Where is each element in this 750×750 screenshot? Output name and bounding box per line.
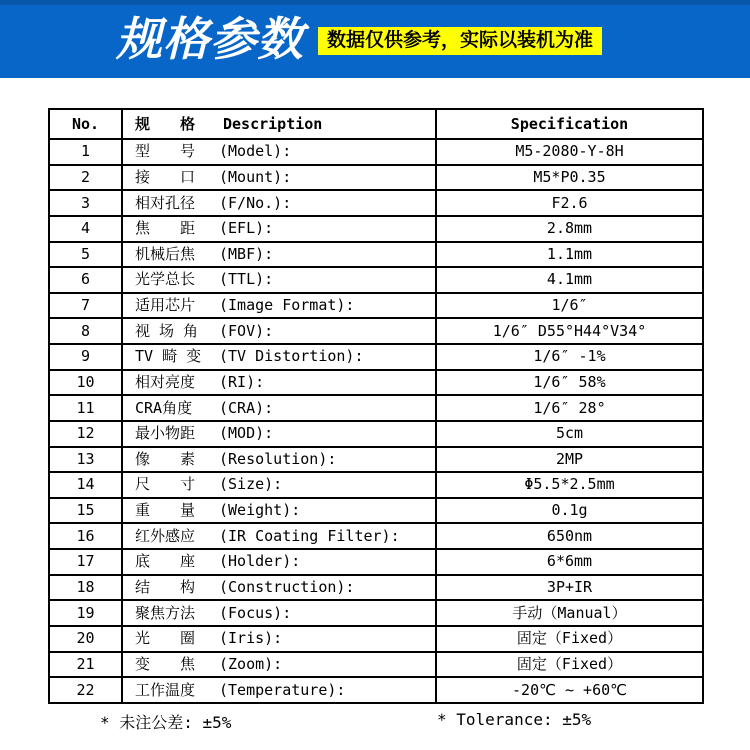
table-row [49, 447, 703, 473]
spec-label-cn: TV 畸 变 [135, 347, 202, 366]
spec-value: M5-2080-Y-8H [436, 139, 703, 165]
spec-label-cn: 机械后焦 [135, 244, 196, 263]
spec-table [48, 108, 704, 704]
spec-value: 固定（Fixed） [436, 652, 703, 678]
spec-value: 4.1mm [436, 267, 703, 293]
spec-label-cell [122, 523, 436, 549]
row-number: 16 [49, 523, 122, 549]
spec-value: M5*P0.35 [436, 165, 703, 191]
spec-label-cell [122, 575, 436, 601]
spec-label-en: (Iris): [219, 629, 283, 648]
spec-label-cn: 焦 距 [135, 219, 196, 238]
spec-label-cell [122, 165, 436, 191]
table-row [49, 549, 703, 575]
spec-label-cell [122, 652, 436, 678]
row-number: 5 [49, 242, 122, 268]
spec-value: 1.1mm [436, 242, 703, 268]
spec-value: 1/6″ -1% [436, 344, 703, 370]
spec-label-cn: 像 素 [135, 449, 196, 468]
spec-label-en: (TV Distortion): [219, 347, 364, 366]
spec-label-cell [122, 395, 436, 421]
table-row [49, 421, 703, 447]
table-row [49, 677, 703, 703]
spec-label-cell [122, 498, 436, 524]
spec-label-cn: 重 量 [135, 501, 196, 520]
table-row [49, 626, 703, 652]
spec-value: 1/6″ [436, 293, 703, 319]
tolerance-note-en: * Tolerance: ±5% [437, 710, 592, 729]
row-number: 11 [49, 395, 122, 421]
spec-label-cell [122, 626, 436, 652]
spec-value: -20℃ ~ +60℃ [436, 677, 703, 703]
table-row [49, 600, 703, 626]
spec-label-cn: 变 焦 [135, 654, 196, 673]
column-header-specification: Specification [436, 109, 703, 139]
spec-value: 2.8mm [436, 216, 703, 242]
spec-label-cell [122, 447, 436, 473]
spec-label-en: (IR Coating Filter): [219, 526, 400, 545]
table-row [49, 652, 703, 678]
row-number: 17 [49, 549, 122, 575]
spec-label-en: (Temperature): [219, 680, 346, 699]
table-row [49, 472, 703, 498]
spec-label-cn: CRA角度 [135, 398, 193, 417]
spec-label-cell [122, 190, 436, 216]
column-header-description [122, 109, 436, 139]
spec-label-en: (EFL): [219, 219, 274, 238]
spec-label-cn: 光学总长 [135, 270, 196, 289]
spec-label-cn: 最小物距 [135, 424, 196, 443]
header-banner [0, 0, 750, 78]
table-row [49, 395, 703, 421]
spec-label-cell [122, 293, 436, 319]
spec-label-cn: 适用芯片 [135, 296, 196, 315]
table-row [49, 165, 703, 191]
row-number: 13 [49, 447, 122, 473]
spec-label-en: (F/No.): [219, 193, 292, 212]
spec-label-cell [122, 421, 436, 447]
row-number: 1 [49, 139, 122, 165]
spec-label-cell [122, 267, 436, 293]
spec-label-cn: 型 号 [135, 142, 196, 161]
spec-value: F2.6 [436, 190, 703, 216]
table-row [49, 242, 703, 268]
table-row [49, 370, 703, 396]
spec-label-en: (Zoom): [219, 654, 283, 673]
row-number: 2 [49, 165, 122, 191]
spec-value: 0.1g [436, 498, 703, 524]
row-number: 3 [49, 190, 122, 216]
row-number: 9 [49, 344, 122, 370]
page-title: 规格参数 [116, 12, 304, 66]
column-header-description-en: Description [223, 114, 323, 133]
table-row [49, 139, 703, 165]
spec-value: Φ5.5*2.5mm [436, 472, 703, 498]
row-number: 21 [49, 652, 122, 678]
disclaimer-badge: 数据仅供参考，实际以装机为准 [318, 27, 602, 55]
row-number: 7 [49, 293, 122, 319]
row-number: 6 [49, 267, 122, 293]
spec-label-en: (Size): [219, 475, 283, 494]
spec-value: 6*6mm [436, 549, 703, 575]
row-number: 4 [49, 216, 122, 242]
spec-value: 1/6″ 28° [436, 395, 703, 421]
spec-label-cell [122, 242, 436, 268]
tolerance-note-cn: * 未注公差: ±5% [100, 713, 232, 732]
spec-label-cn: 相对亮度 [135, 372, 196, 391]
column-header-no: No. [49, 109, 122, 139]
spec-label-cell [122, 370, 436, 396]
spec-label-en: (Resolution): [219, 449, 337, 468]
spec-value: 650nm [436, 523, 703, 549]
row-number: 14 [49, 472, 122, 498]
spec-label-en: (Mount): [219, 167, 292, 186]
spec-value: 3P+IR [436, 575, 703, 601]
row-number: 12 [49, 421, 122, 447]
spec-label-cell [122, 318, 436, 344]
row-number: 15 [49, 498, 122, 524]
spec-label-cn: 视 场 角 [135, 321, 199, 340]
spec-label-cell [122, 549, 436, 575]
spec-label-cell [122, 600, 436, 626]
row-number: 18 [49, 575, 122, 601]
spec-label-cell [122, 677, 436, 703]
spec-label-cn: 接 口 [135, 167, 196, 186]
row-number: 10 [49, 370, 122, 396]
spec-label-en: (Image Format): [219, 296, 355, 315]
spec-label-en: (FOV): [219, 321, 274, 340]
spec-label-en: (Construction): [219, 577, 355, 596]
spec-value: 1/6″ 58% [436, 370, 703, 396]
table-row [49, 318, 703, 344]
spec-label-cell [122, 472, 436, 498]
spec-label-cell [122, 139, 436, 165]
table-row [49, 190, 703, 216]
spec-label-cn: 聚焦方法 [135, 603, 196, 622]
table-header-row [49, 109, 703, 139]
spec-label-cell [122, 216, 436, 242]
table-row [49, 293, 703, 319]
spec-label-cn: 相对孔径 [135, 193, 196, 212]
table-row [49, 267, 703, 293]
spec-label-en: (RI): [219, 372, 265, 391]
spec-label-en: (Model): [219, 142, 292, 161]
spec-value: 5cm [436, 421, 703, 447]
spec-label-en: (MOD): [219, 424, 274, 443]
spec-label-cn: 红外感应 [135, 526, 196, 545]
spec-value: 2MP [436, 447, 703, 473]
row-number: 8 [49, 318, 122, 344]
spec-label-cn: 结 构 [135, 577, 196, 596]
spec-label-cn: 工作温度 [135, 680, 196, 699]
spec-label-en: (Holder): [219, 552, 301, 571]
spec-label-en: (Focus): [219, 603, 292, 622]
table-row [49, 575, 703, 601]
row-number: 20 [49, 626, 122, 652]
table-row [49, 523, 703, 549]
row-number: 22 [49, 677, 122, 703]
table-row [49, 344, 703, 370]
spec-label-cn: 尺 寸 [135, 475, 196, 494]
spec-value: 1/6″ D55°H44°V34° [436, 318, 703, 344]
spec-label-cn: 底 座 [135, 552, 196, 571]
spec-label-en: (Weight): [219, 501, 301, 520]
footnotes [0, 708, 750, 734]
spec-value: 手动（Manual） [436, 600, 703, 626]
spec-label-cn: 光 圈 [135, 629, 196, 648]
table-row [49, 498, 703, 524]
spec-label-en: (MBF): [219, 244, 274, 263]
spec-label-cell [122, 344, 436, 370]
spec-value: 固定（Fixed） [436, 626, 703, 652]
column-header-description-cn: 规 格 [135, 114, 196, 133]
table-row [49, 216, 703, 242]
spec-label-en: (TTL): [219, 270, 274, 289]
row-number: 19 [49, 600, 122, 626]
spec-label-en: (CRA): [219, 398, 274, 417]
